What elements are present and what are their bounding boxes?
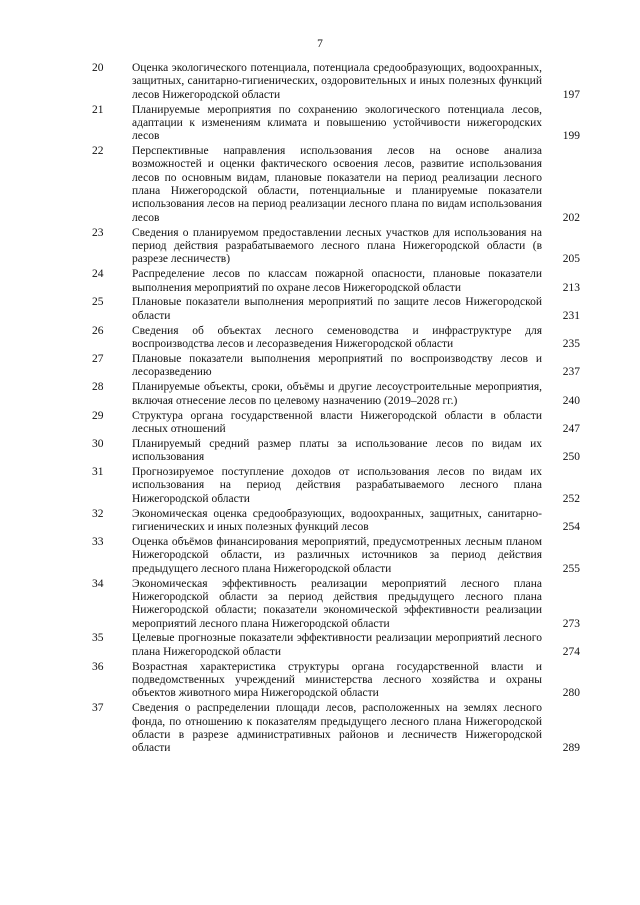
toc-entry-number: 34: [92, 577, 104, 590]
toc-entry-page: 247: [562, 422, 580, 435]
toc-entry-title: Сведения об объектах лесного семеноводства и инфраструктуре для воспроизводства лесов и лесоразведения Нижегородской области: [132, 324, 542, 351]
toc-entry-number: 24: [92, 268, 104, 281]
toc-entry-page: 252: [562, 492, 580, 505]
toc-entry-number: 23: [92, 226, 104, 239]
toc-entry-title: Сведения о распределении площади лесов, расположенных на землях лесного фонда, по отношению к показателям предыдущего лесного плана Нижегородской области в разрезе административных районов и лесничеств Нижегородской области: [132, 702, 542, 755]
toc-entry-number: 37: [92, 702, 104, 715]
toc-entry-page: 250: [562, 451, 580, 464]
toc-entry-number: 31: [92, 466, 104, 479]
toc-entry-number: 20: [92, 62, 104, 74]
toc-entry-number: 35: [92, 632, 104, 645]
toc-entry-number: 33: [92, 536, 104, 549]
table-of-contents: [92, 62, 580, 757]
toc-entry-title: Планируемые объекты, сроки, объёмы и другие лесоустроительные мероприятия, включая отнесение лесов по целевому назначению (2019–2028 гг.): [132, 381, 542, 407]
toc-entry-title: Экономическая оценка средообразующих, водоохранных, защитных, санитарно-гигиенических и иных полезных функций лесов: [132, 507, 542, 534]
toc-entry-page: 231: [562, 309, 580, 322]
toc-entry-page: 255: [562, 562, 580, 575]
toc-entry-page: 289: [562, 742, 580, 755]
toc-entry: [92, 353, 580, 380]
toc-entry-page: 280: [562, 687, 580, 700]
toc-entry-number: 30: [92, 437, 104, 450]
toc-entry: [92, 145, 580, 225]
toc-entry: [92, 227, 580, 267]
toc-entry: [92, 268, 580, 295]
toc-entry: [92, 702, 580, 755]
toc-entry: [92, 661, 580, 701]
toc-entry-number: 25: [92, 296, 104, 309]
toc-entry: [92, 508, 580, 535]
toc-entry-page: 213: [562, 281, 580, 294]
toc-entry-page: 197: [562, 88, 580, 101]
toc-entry-title: Плановые показатели выполнения мероприятий по воспроизводству лесов и лесоразведению: [132, 353, 542, 379]
toc-entry-title: Структура органа государственной власти Нижегородской области в области лесных отношений: [132, 409, 542, 435]
toc-entry-number: 32: [92, 507, 104, 520]
toc-entry-title: Целевые прогнозные показатели эффективности реализации мероприятий лесного плана Нижегородской области: [132, 632, 542, 658]
toc-entry-number: 22: [92, 145, 104, 158]
toc-entry-number: 21: [92, 103, 104, 116]
toc-entry-number: 36: [92, 660, 104, 673]
toc-entry-title: Перспективные направления использования лесов на основе анализа возможностей и оценки фактического освоения лесов, развитие использования лесов по основным видам, плановые показатели на период реализации лесного плана Нижегородской области, потенциальные и планируемые показатели использования лесов на период реализации лесного плана по видам использования лесов: [132, 145, 542, 224]
toc-entry: [92, 325, 580, 352]
toc-entry: [92, 62, 580, 102]
toc-entry-page: 237: [562, 366, 580, 379]
toc-entry: [92, 632, 580, 659]
toc-entry: [92, 466, 580, 506]
toc-entry: [92, 578, 580, 631]
toc-entry: [92, 410, 580, 437]
toc-entry: [92, 381, 580, 408]
toc-entry-title: Оценка объёмов финансирования мероприятий, предусмотренных лесным планом Нижегородской области, из различных источников за период действия предыдущего лесного плана Нижегородской области: [132, 536, 542, 575]
toc-entry-page: 202: [562, 211, 580, 224]
toc-entry-number: 29: [92, 409, 104, 422]
toc-entry-page: 254: [562, 521, 580, 534]
toc-entry-page: 274: [562, 645, 580, 658]
toc-entry-page: 205: [562, 253, 580, 266]
toc-entry-title: Прогнозируемое поступление доходов от использования лесов по видам их использования на период действия разрабатываемого лесного плана Нижегородской области: [132, 466, 542, 505]
toc-entry-title: Экономическая эффективность реализации мероприятий лесного плана Нижегородской области за период действия предыдущего лесного плана Нижегородской области; показатели экономической эффективности реализации мероприятий лесного плана Нижегородской области: [132, 577, 542, 630]
toc-entry: [92, 296, 580, 323]
toc-entry-page: 199: [562, 130, 580, 143]
toc-entry: [92, 104, 580, 144]
toc-entry-page: 273: [562, 617, 580, 630]
page-number: 7: [317, 38, 323, 50]
toc-entry-number: 28: [92, 381, 104, 394]
toc-entry: [92, 438, 580, 465]
toc-entry-title: Планируемый средний размер платы за использование лесов по видам их использования: [132, 437, 542, 464]
toc-entry-number: 27: [92, 353, 104, 366]
toc-entry-title: Сведения о планируемом предоставлении лесных участков для использования на период действия разрабатываемого лесного плана Нижегородской области (в разрезе лесничеств): [132, 226, 542, 266]
toc-entry-title: Распределение лесов по классам пожарной опасности, плановые показатели выполнения мероприятий по охране лесов Нижегородской области: [132, 268, 542, 294]
toc-entry-title: Плановые показатели выполнения мероприятий по защите лесов Нижегородской области: [132, 296, 542, 322]
toc-entry-number: 26: [92, 324, 104, 337]
toc-entry: [92, 536, 580, 576]
toc-entry-title: Оценка экологического потенциала, потенциала средообразующих, водоохранных, защитных, санитарно-гигиенических, оздоровительных и иных полезных функций лесов Нижегородской области: [132, 62, 542, 101]
toc-entry-page: 240: [562, 394, 580, 407]
toc-entry-title: Планируемые мероприятия по сохранению экологического потенциала лесов, адаптации к изменениям климата и повышению устойчивости нижегородских лесов: [132, 103, 542, 143]
toc-entry-title: Возрастная характеристика структуры органа государственной власти и подведомственных учреждений министерства лесного хозяйства и охраны объектов животного мира Нижегородской области: [132, 660, 542, 700]
toc-entry-page: 235: [562, 338, 580, 351]
